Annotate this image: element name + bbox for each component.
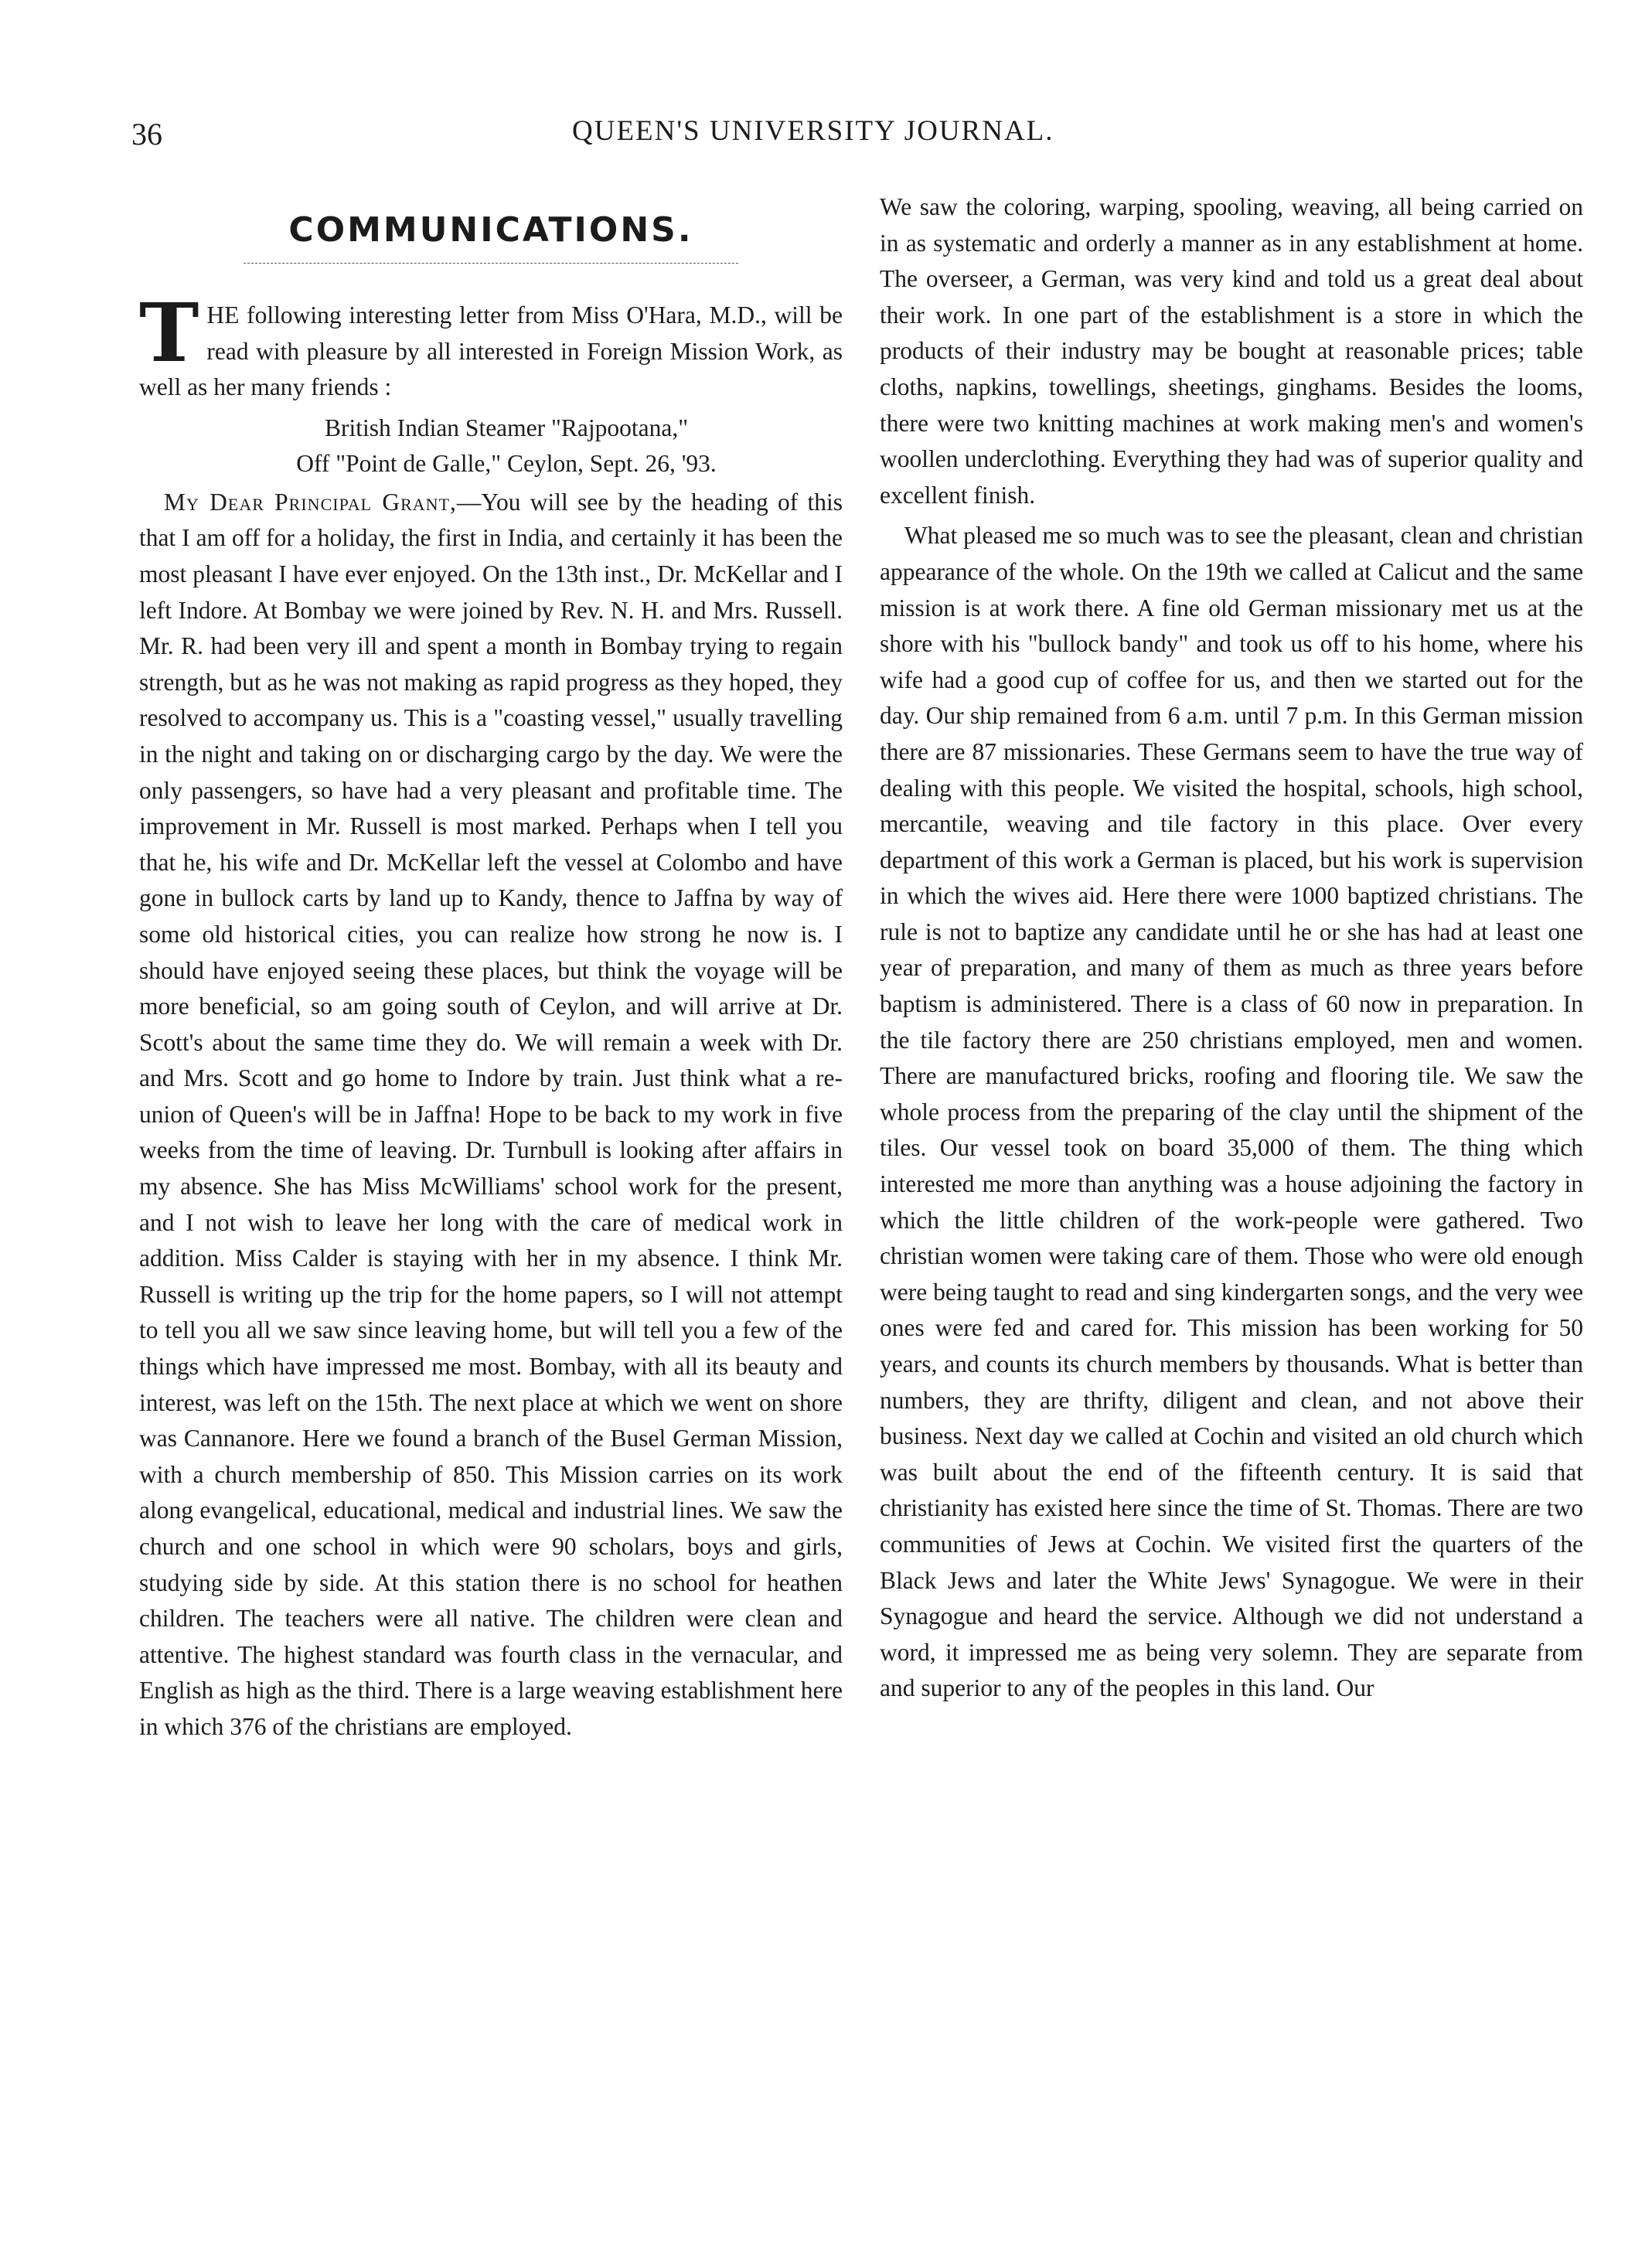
letter-address (170, 410, 843, 482)
letter-paragraph-1 (139, 485, 843, 1745)
left-column (139, 193, 843, 1745)
running-head: QUEEN'S UNIVERSITY JOURNAL. (572, 115, 1054, 147)
drop-cap: T (139, 285, 199, 380)
letter-paragraph-2: What pleased me so much was to see the pleasant, clean and christian appearance of the whole. On the 19th we called at Calicut and the same mission is at work there. A fine old German missionary met us at the shore with his "bullock bandy" and took us off to his home, where his wife had a good cup of coffee for us, and then we started out for the day. Our ship remained from 6 a.m. until 7 p.m. In this German mission there are 87 missionaries. These Germans seem to have the true way of dealing with this people. We visited the hospital, schools, high school, mercantile, weaving and tile factory in this place. Over every department of this work a German is placed, but his work is supervision in which the wives aid. Here there were 1000 baptized christians. The rule is not to baptize any candidate until he or she has had at least one year of preparation, and many of them as much as three years before baptism is administered. There is a class of 60 now in preparation. In the tile factory there are 250 christians employed, men and women. There are manufactured bricks, roofing and flooring tile. We saw the whole process from the preparing of the clay until the shipment of the tiles. Our vessel took on board 35,000 of them. The thing which interested me more than anything was a house adjoining the factory in which the little children of the work-people were gathered. Two christian women were taking care of them. Those who were old enough were being taught to read and sing kindergarten songs, and the very wee ones were fed and cared for. This mission has been working for 50 years, and counts its church members by thousands. What is better than numbers, they are thrifty, diligent and clean, and not above their business. Next day we called at Cochin and visited an old church which was built about the end of the fifteenth century. It is said that christianity has existed here since the time of St. Thomas. There are two communities of Jews at Cochin. We visited first the quarters of the Black Jews and later the White Jews' Synagogue. We were in their Synagogue and heard the service. Although we did not understand a word, it impressed me as being very solemn. They are separate from and superior to any of the peoples in this land. Our (880, 522, 1584, 1702)
letter-paragraph-1-continued: We saw the coloring, warping, spooling, weaving, all being carried on in as systematic and orderly a manner as in any establishment at home. The overseer, a German, was very kind and told us a great deal about their work. In one part of the establishment is a store in which the products of their industry may be bought at reasonable prices; table cloths, napkins, towellings, sheetings, ginghams. Besides the looms, there were two knitting machines at work making men's and women's woollen underclothing. Everything they had was of superior quality and excellent finish. (880, 193, 1583, 509)
paragraph-1-text: —You will see by the heading of this that I am off for a holiday, the first in India, and certainly it has been the most pleasant I have ever enjoyed. On the 13th inst., Dr. McKellar and I left Indore. At Bombay we were joined by Rev. N. H. and Mrs. Russell. Mr. R. had been very ill and spent a month in Bombay trying to regain strength, but as he was not making as rapid progress as they hoped, they resolved to accompany us. This is a "coasting vessel," usually travelling in the night and taking on or discharging cargo by the day. We were the only passengers, so have had a very pleasant and profitable time. The improvement in Mr. Russell is most marked. Perhaps when I tell you that he, his wife and Dr. McKellar left the vessel at Colombo and have gone in bullock carts by land up to Kandy, thence to Jaffna by way of some old historical cities, you can realize how strong he now is. I should have enjoyed seeing these places, but think the voyage will be more beneficial, so am going south of Ceylon, and will arrive at Dr. Scott's about the same time they do. We will remain a week with Dr. and Mrs. Scott and go home to Indore by train. Just think what a re-union of Queen's will be in Jaffna! Hope to be back to my work in five weeks from the time of leaving. Dr. Turnbull is looking after affairs in my absence. She has Miss McWilliams' school work for the present, and I not wish to leave her long with the care of medical work in addition. Miss Calder is staying with her in my absence. I think Mr. Russell is writing up the trip for the home papers, so I will not attempt to tell you all we saw since leaving home, but will tell you a few of the things which have impressed me most. Bombay, with all its beauty and interest, was left on the 15th. The next place at which we went on shore was Cannanore. Here we found a branch of the Busel German Mission, with a church membership of 850. This Mission carries on its work along evangelical, educational, medical and industrial lines. We saw the church and one school in which were 90 scholars, boys and girls, studying side by side. At this station there is no school for heathen children. The teachers were all native. The children were clean and attentive. The highest standard was fourth class in the vernacular, and English as high as the third. There is a large weaving establishment here in which 376 of the christians are employed. (139, 488, 843, 1740)
address-line-2: Off "Point de Galle," Ceylon, Sept. 26, '93. (296, 449, 717, 477)
page-number: 36 (131, 117, 162, 152)
intro-text: HE following interesting letter from Miss O'Hara, M.D., will be read with pleasure by all interested in Foreign Mission Work, as well as her many friends : (139, 301, 843, 401)
section-heading: COMMUNICATIONS. (288, 210, 693, 250)
heading-rule (244, 263, 738, 264)
right-column-flow (880, 189, 1583, 1707)
salutation: My Dear Principal Grant, (164, 488, 457, 516)
right-column (880, 189, 1583, 1707)
address-line-1: British Indian Steamer "Rajpootana," (324, 414, 689, 441)
intro-paragraph (139, 285, 843, 406)
